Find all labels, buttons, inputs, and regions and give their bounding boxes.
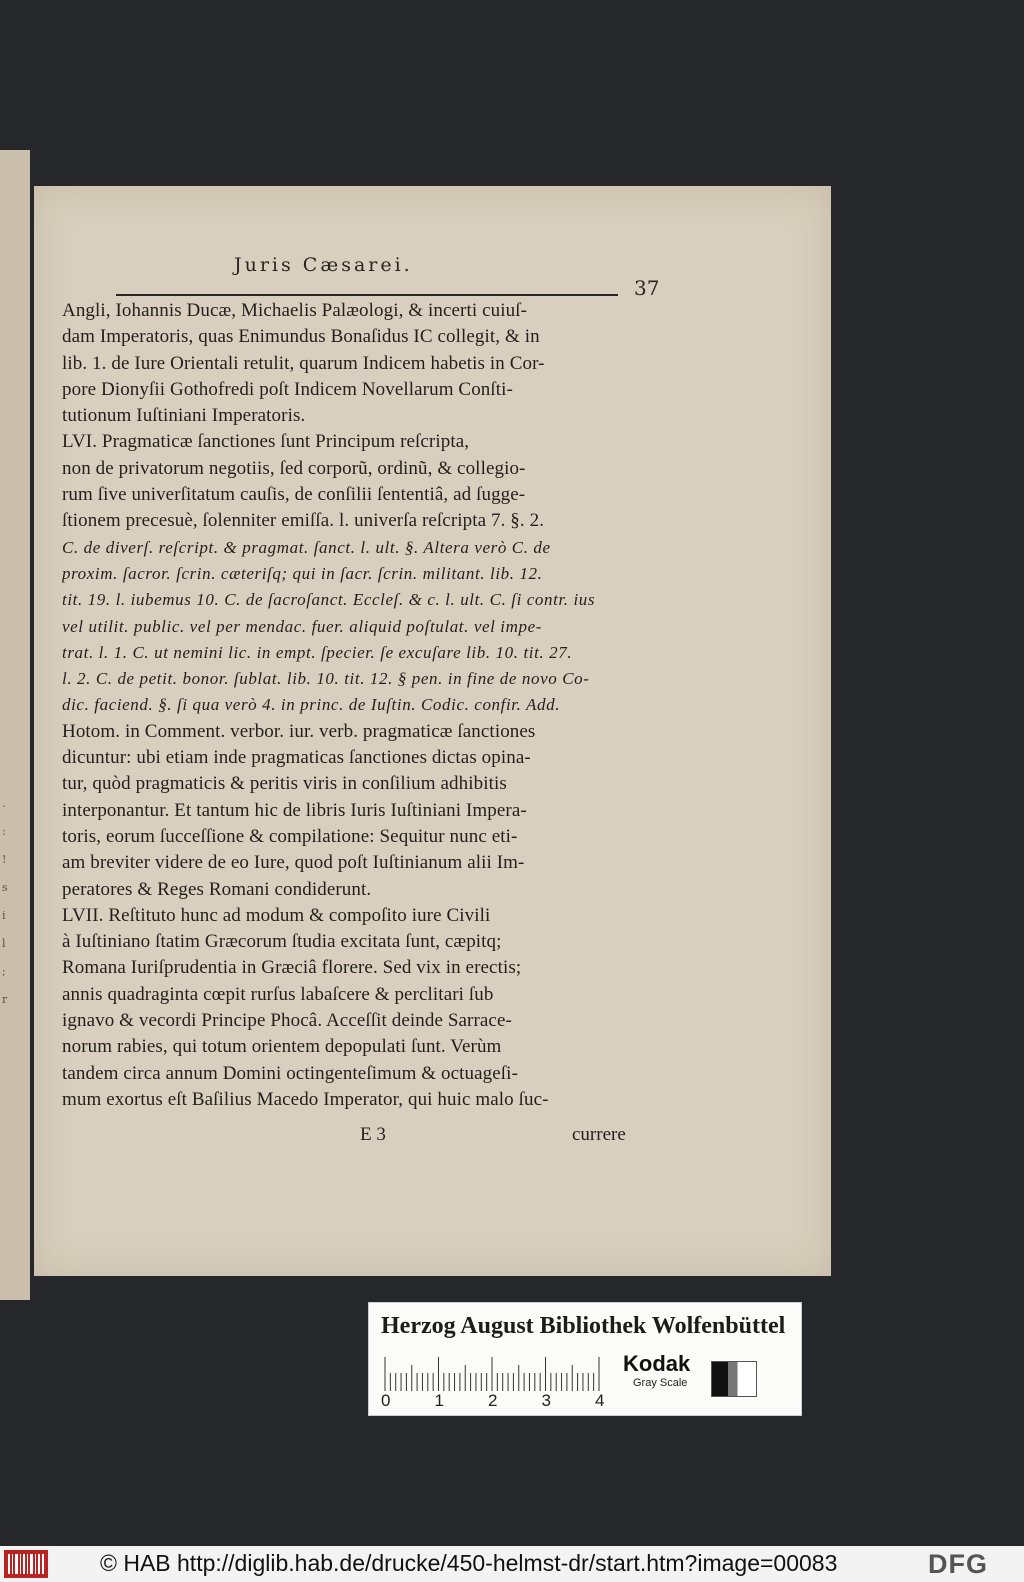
text-line: ignavo & vecordi Principe Phocâ. Acceſſit deinde Sarrace- bbox=[62, 1010, 512, 1032]
text-line: interponantur. Et tantum hic de libris Iuris Iuſtiniani Impera- bbox=[62, 799, 527, 821]
ruler-number: 0 bbox=[381, 1391, 391, 1410]
ruler-number: 2 bbox=[488, 1391, 498, 1410]
previous-page-edge bbox=[0, 150, 30, 1300]
head-rule bbox=[116, 294, 618, 296]
text-line: toris, eorum ſucceſſione & compilatione: Sequitur nunc eti- bbox=[62, 825, 518, 847]
text-line: ſtionem precesuè, ſolenniter emiſſa. l. univerſa reſcripta 7. §. 2. bbox=[62, 510, 545, 532]
text-line: dicuntur: ubi etiam inde pragmaticas ſanctiones dictas opina- bbox=[62, 747, 531, 769]
text-line: proxim. ſacror. ſcrin. cæteriſq; qui in ſacr. ſcrin. militant. lib. 12. bbox=[62, 563, 543, 583]
ruler-ticks bbox=[383, 1355, 607, 1391]
text-line: non de privatorum negotiis, ſed corporũ, ordinũ, & collegio- bbox=[62, 457, 526, 479]
text-line: Romana Iuriſprudentia in Græciâ florere. Sed vix in erectis; bbox=[62, 957, 522, 979]
card-title: Herzog August Bibliothek Wolfenbüttel bbox=[381, 1313, 786, 1339]
barcode-icon bbox=[4, 1550, 48, 1578]
running-head: Juris Cæsarei. bbox=[234, 254, 413, 276]
ruler-number: 1 bbox=[434, 1391, 444, 1410]
text-line: dic. faciend. §. ſi qua verò 4. in princ. de Iuſtin. Codic. confir. Add. bbox=[62, 695, 561, 715]
body-text bbox=[62, 298, 672, 1113]
text-line: vel utilit. public. vel per mendac. fuer. aliquid poſtulat. vel impe- bbox=[62, 616, 542, 636]
signature-mark: E 3 bbox=[360, 1124, 386, 1145]
text-line: am breviter videre de eo Iure, quod poſt Iuſtinianum alii Im- bbox=[62, 852, 525, 874]
text-line: peratores & Reges Romani condiderunt. bbox=[62, 878, 372, 900]
ruler-number: 3 bbox=[541, 1391, 551, 1410]
text-line: annis quadraginta cœpit rurſus labaſcere & perclitari ſub bbox=[62, 983, 494, 1005]
text-line: à Iuſtiniano ſtatim Græcorum ſtudia excitata ſunt, cæpitq; bbox=[62, 931, 502, 953]
footer-bar bbox=[0, 1546, 1024, 1582]
text-line: Angli, Iohannis Ducæ, Michaelis Palæologi, & incerti cuiuſ- bbox=[62, 300, 527, 321]
text-line: mum exortus eſt Baſilius Macedo Imperator, qui huic malo ſuc- bbox=[62, 1088, 549, 1110]
text-line: pore Dionyſii Gothofredi poſt Indicem Novellarum Conſti- bbox=[62, 378, 513, 400]
text-line: Hotom. in Comment. verbor. iur. verb. pragmaticæ ſanctiones bbox=[62, 720, 536, 742]
kodak-logo: Kodak bbox=[623, 1351, 691, 1376]
text-line: tit. 19. l. iubemus 10. C. de ſacroſanct. Eccleſ. & c. l. ult. C. ſi contr. ius bbox=[62, 590, 596, 610]
catchword: currere bbox=[572, 1124, 626, 1145]
book-page bbox=[34, 186, 831, 1276]
color-card bbox=[368, 1302, 802, 1416]
dfg-logo: DFG bbox=[928, 1549, 988, 1579]
ruler-numbers bbox=[379, 1391, 639, 1411]
text-line: trat. l. 1. C. ut nemini lic. in empt. ſpecier. ſe excuſare lib. 10. tit. 27. bbox=[62, 642, 573, 662]
text-line: rum ſive univerſitatum cauſis, de conſilii ſententiâ, ad ſugge- bbox=[62, 484, 526, 506]
text-line: tandem circa annum Domini octingenteſimum & octuageſi- bbox=[62, 1062, 518, 1084]
text-line: LVII. Reſtituto hunc ad modum & compoſito iure Civili bbox=[62, 904, 491, 926]
text-line: tur, quòd pragmaticis & peritis viris in conſilium adhibitis bbox=[62, 773, 507, 795]
text-line: norum rabies, qui totum orientem depopulati ſunt. Verùm bbox=[62, 1036, 502, 1058]
text-line: LVI. Pragmaticæ ſanctiones ſunt Principum reſcripta, bbox=[62, 431, 470, 453]
text-line: lib. 1. de Iure Orientali retulit, quarum Indicem habetis in Cor- bbox=[62, 352, 545, 374]
page-number: 37 bbox=[634, 276, 660, 300]
text-line: tutionum Iuſtiniani Imperatoris. bbox=[62, 405, 306, 427]
previous-page-marks: . : ! s i l ; r bbox=[2, 797, 8, 1006]
gray-scale-label: Gray Scale bbox=[633, 1377, 688, 1389]
text-line: C. de diverſ. reſcript. & pragmat. ſanct. l. ult. §. Altera verò C. de bbox=[62, 537, 551, 557]
ruler-number: 4 bbox=[595, 1391, 605, 1410]
footer-copyright-url: © HAB http://diglib.hab.de/drucke/450-helmst-dr/start.htm?image=00083 bbox=[100, 1550, 838, 1576]
text-line: dam Imperatoris, quas Enimundus Bonaſidus IC collegit, & in bbox=[62, 326, 540, 348]
text-line: l. 2. C. de petit. bonor. ſublat. lib. 10. tit. 12. § pen. in fine de novo Co- bbox=[62, 669, 590, 689]
gray-scale-swatch bbox=[711, 1361, 757, 1397]
